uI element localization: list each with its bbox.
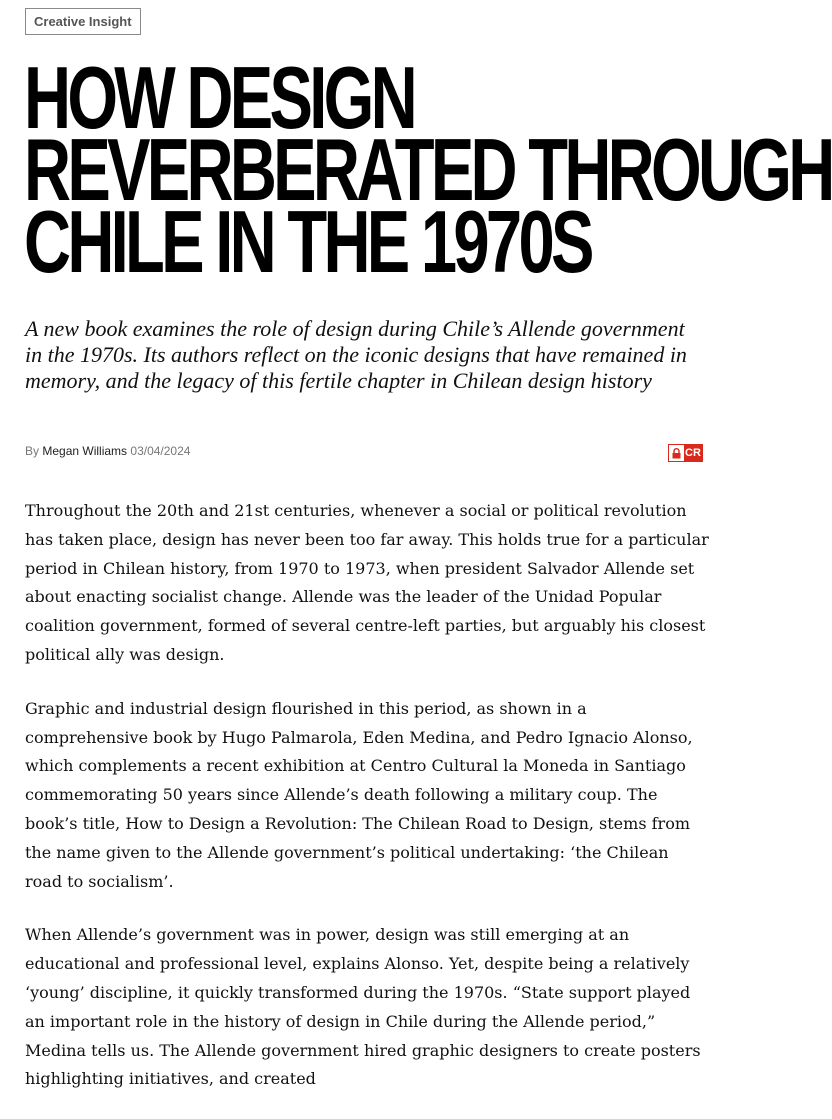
article-body [25,497,709,1119]
byline-prefix: By [25,444,40,458]
lock-icon [669,445,684,461]
cr-logo: CR [685,447,701,459]
headline-line-2: REVERBERATED THROUGH [24,120,832,219]
body-paragraph: When Allende’s government was in power, design was still emerging at an educational and professional level, explains Alonso. Yet, despite being a relatively ‘young’ discipline, it quickly transformed during the 1970s. “State support played an important role in the history of design in Chile during the Allende period,” Medina tells us. The Allende government hired graphic designers to create posters highlighting initiatives, and created [25,925,701,1089]
category-tag[interactable]: Creative Insight [25,8,141,35]
premium-badge [668,444,703,462]
article-standfirst: A new book examines the role of design during Chile’s Allende government in the 1970s. Its authors reflect on the iconic designs that have remained in memory, and the legacy of this fertile chapter in Chilean design history [25,316,687,393]
body-paragraph: Graphic and industrial design flourished in this period, as shown in a comprehensive book by Hugo Palmarola, Eden Medina, and Pedro Ignacio Alonso, which complements a recent exhibition at Centro Cultural la Moneda in Santiago commemorating 50 years since Allende’s death following a military coup. The book’s title, How to Design a Revolution: The Chilean Road to Design, stems from the name given to the Allende government’s political undertaking: ‘the Chilean road to socialism’. [25,698,693,891]
byline [25,444,190,458]
article-headline [24,48,832,291]
author-link[interactable]: Megan Williams [42,444,128,458]
body-paragraph: Throughout the 20th and 21st centuries, whenever a social or political revolution has taken place, design has never been too far away. This holds true for a particular period in Chilean history, from 1970 to 1973, when president Salvador Allende set about enacting socialist change. Allende was the leader of the Unidad Popular coalition government, formed of several centre-left parties, but arguably his closest political ally was design. [25,501,709,664]
headline-line-3: CHILE IN THE 1970S [24,192,591,291]
publish-date: 03/04/2024 [130,444,191,458]
headline-line-1: HOW DESIGN [24,48,414,147]
